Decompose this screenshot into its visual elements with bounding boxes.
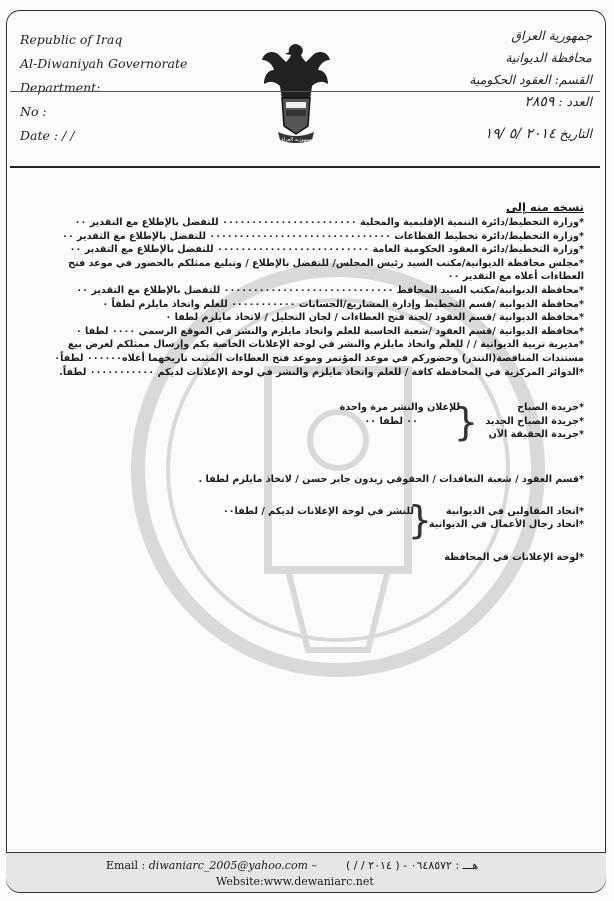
footer-email: Email : diwaniarc_2005@yahoo.com –	[106, 859, 317, 872]
cc-line: العطاءات أعلاه مع التقدير ٠٠	[447, 271, 584, 283]
cc-body	[39, 198, 584, 564]
header-right	[442, 25, 592, 145]
newspaper-item: *جريدة الحقيقة الآن	[488, 429, 584, 441]
email-label: Email :	[106, 859, 146, 872]
iraq-eagle-emblem	[258, 40, 334, 150]
cc-line: *وزارة التخطيط/دائرة التنمية الإقليمية والمحلية ٠٠٠٠٠٠٠٠٠٠٠٠٠٠٠٠٠٠٠٠٠٠٠ للتفضل بالإطلاع مع التقدير ٠٠	[74, 217, 584, 228]
header-left	[20, 28, 187, 148]
country-en: Republic of Iraq	[20, 32, 123, 47]
cc-line: *مجلس محافظة الديوانية/مكتب السيد رئيس المجلس/ للتفضل بالإطلاع / وتبليغ ممثلكم بالحضور في موعد فتح	[68, 257, 584, 269]
country-ar: جمهورية العراق	[511, 28, 592, 43]
email-value: diwaniarc_2005@yahoo.com	[148, 859, 308, 872]
number-value-ar: ٢٨٥٩	[524, 94, 555, 110]
header-rule	[10, 91, 600, 92]
cc-line: *محافظة الديوانية /قسم العقود /شعبة الحاسبة للعلم واتخاذ مايلزم والنشر في الموقع الرسمي ٠٠٠٠ لطفا ٠	[75, 325, 584, 337]
emblem-caption: جمهورية العراق	[279, 137, 313, 143]
union-item: *اتحاد رجال الأعمال في الديوانية	[428, 519, 584, 531]
number-label-ar: العدد :	[558, 94, 592, 109]
cc-title: نسخه منه إلى	[506, 200, 584, 214]
newspaper-item: *جريدة الصباح الجديد	[485, 415, 584, 427]
cc-line: *محافظة الديوانية /قسم العقود /لجنة فتح العطاءات / لجان التحليل / لاتخاذ مايلزم لطفا ٠	[165, 312, 584, 324]
newspaper-item: *جريدة الصباح	[517, 402, 584, 414]
governorate-en: Al-Diwaniyah Governorate	[20, 56, 188, 71]
footer	[6, 852, 606, 892]
date-en: Date : / /	[20, 128, 75, 143]
date-value-ar: ٢٠١٤ /٥ /١٩	[484, 126, 556, 142]
department-en: Department:	[20, 80, 101, 95]
cc-line: *وزارة التخطيط/دائرة العقود الحكومية العامة ٠٠٠٠٠٠٠٠٠٠٠٠٠٠٠٠٠٠٠٠٠٠٠٠٠٠ للتفضل بالإطلاع مع التقدير ٠٠	[69, 244, 584, 256]
footer-website: Website:www.dewaniarc.net	[216, 875, 374, 888]
newspapers-note-please: ٠٠ لطفا ٠٠	[364, 416, 418, 428]
header-bottom-rule	[10, 166, 600, 168]
cc-line: *وزارة التخطيط/دائرة تخطيط القطاعات ٠٠٠٠٠٠٠٠٠٠٠٠٠٠٠٠٠٠٠٠٠٠٠٠٠٠٠٠٠٠٠ للتفضل بالإطلاع مع التقدير ٠٠	[62, 230, 584, 242]
department-ar: القسم: العقود الحكومية	[469, 72, 592, 87]
cc-line: *مديرية تربية الديوانية / / للعلم واتخاذ مايلزم والنشر في لوحة الإعلانات الخاصة بكم وإرسال ممثلكم لغرض بيع	[67, 339, 584, 351]
cc-line: *محافظة الديوانية/مكتب السيد المحافظ ٠٠٠٠٠٠٠٠٠٠٠٠٠٠٠٠٠٠٠٠٠٠٠٠٠٠٠٠٠ للتفضل بالإطلاع مع التقدير ٠٠	[76, 284, 584, 296]
date-label-ar: التاريخ	[559, 126, 592, 141]
cc-line: مستندات المناقصة(التندر) وحضوركم في موعد المؤتمر وموعد فتح العطاءات المثبت تاريخهما أعلاه٠٠٠٠٠٠ لطفاً٠	[54, 352, 584, 364]
governorate-ar: محافظة الديوانية	[505, 50, 592, 65]
number-ar	[442, 91, 592, 113]
unions-note: للنشر في لوحة الإعلانات لديكم / لطفا٠٠	[222, 505, 414, 517]
board-line: *لوحة الإعلانات في المحافظة	[444, 551, 584, 563]
union-item: *اتحاد المقاولين في الديوانية	[446, 505, 584, 517]
brace: {	[407, 497, 432, 542]
footer-phone: هـــ : ٠٦٤٨٥٧٢ - ( ٢٠١٤ / / )	[346, 859, 479, 872]
cc-line: *الدوائر المركزية في المحافظة كافة / للعلم واتخاذ مايلزم والنشر في لوحة الإعلانات لديكم ٠٠٠٠٠٠٠٠٠٠٠ لطفاً.	[59, 366, 584, 378]
date-ar	[442, 123, 592, 145]
cc-line: *محافظة الديوانية /قسم التخطيط وإدارة المشاريع/الحسابات ٠٠٠٠٠٠٠٠٠٠٠ للعلم واتخاذ مايلزم لطفاً ٠	[102, 298, 584, 310]
unions-group	[39, 497, 584, 542]
brace: {	[453, 400, 478, 445]
newspapers-note: للإعلان والنشر مرة واحدة	[339, 402, 460, 414]
number-en: No :	[20, 104, 47, 119]
contracts-line: *قسم العقود / شعبة التعاقدات / الحقوقي زيدون جابر حسن / لاتخاذ مايلزم لطفا .	[198, 474, 584, 486]
newspapers-group	[39, 401, 584, 447]
